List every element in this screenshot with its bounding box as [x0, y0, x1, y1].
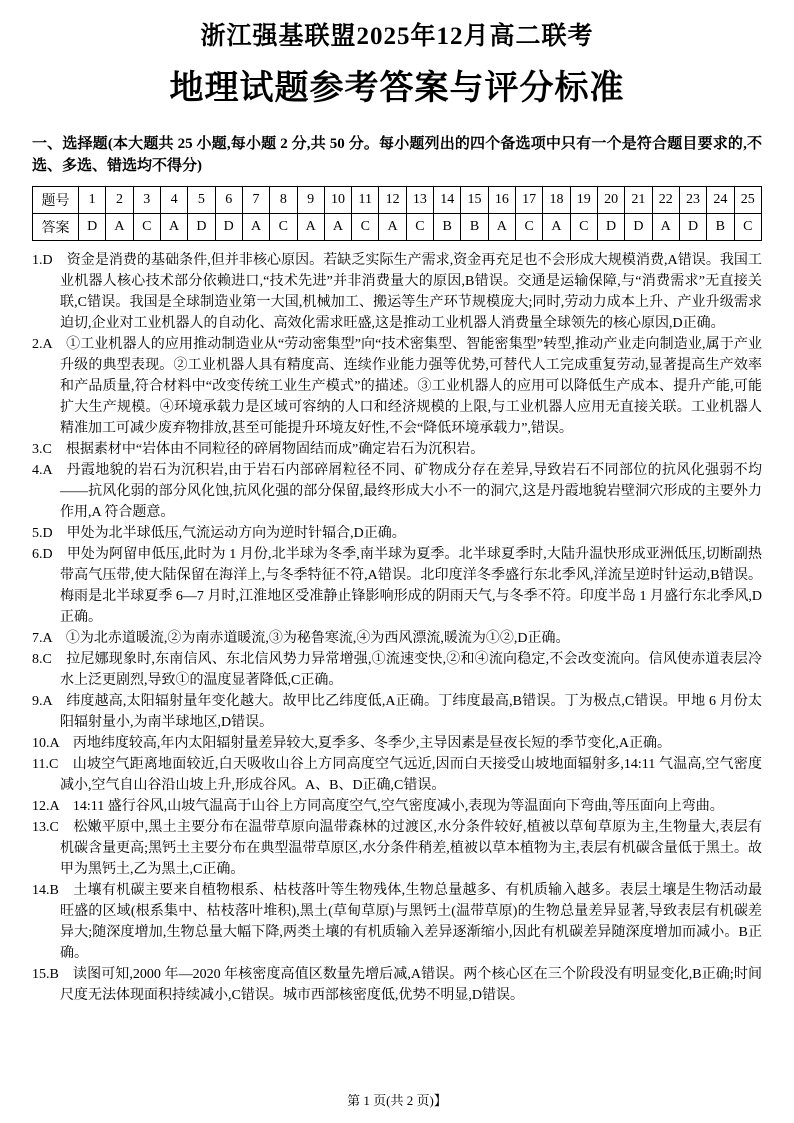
question-number-cell: 19 [570, 187, 597, 214]
answer-cell: B [461, 214, 488, 241]
answer-cell: D [79, 214, 106, 241]
question-number-row [33, 187, 762, 214]
answer-cell: A [379, 214, 406, 241]
question-number-cell: 3 [133, 187, 160, 214]
answer-cell: C [406, 214, 433, 241]
item-text: ①工业机器人的应用推动制造业从“劳动密集型”向“技术密集型、智能密集型”转型,推动产业走向制造业,属于产业升级的典型表现。②工业机器人具有精度高、连续作业能力强等优势,可替代人工完成重复劳动,显著提高生产效率和产品质量,符合材料中“改变传统工业生产模式”的描述。③工业机器人的应用可以降低生产成本、提升产能,可能扩大生产规模。④环境承载力是区域可容纳的人口和经济规模的上限,与工业机器人应用无直接关联。工业机器人精准加工可减少废弃物排放,甚至可能提升环境友好性,不会“降低环境承载力”,错误。 [60, 337, 762, 436]
item-label: 8.C [32, 652, 67, 667]
question-number-cell: 18 [543, 187, 570, 214]
item-label: 12.A [32, 799, 73, 814]
question-number-cell: 10 [324, 187, 351, 214]
answer-cell: A [324, 214, 351, 241]
item-label: 7.A [32, 631, 66, 646]
item-text: 松嫩平原中,黑土主要分布在温带草原向温带森林的过渡区,水分条件较好,植被以草甸草原为主,生物量大,表层有机碳含量更高;黑钙土主要分布在典型温带草原区,水分条件稍差,植被以草本植物为主,表层有机碳含量低于黑土。故甲为黑钙土,乙为黑土,C正确。 [60, 820, 762, 877]
explanation-item [32, 964, 762, 1006]
question-number-cell: 15 [461, 187, 488, 214]
answer-cell: C [133, 214, 160, 241]
explanation-item [32, 628, 762, 649]
item-label: 4.A [32, 463, 67, 478]
item-text: 根据素材中“岩体由不同粒径的碎屑物固结而成”确定岩石为沉积岩。 [65, 442, 485, 457]
exam-title-line2: 地理试题参考答案与评分标准 [169, 70, 625, 107]
explanation-item [32, 334, 762, 439]
question-number-cell: 14 [434, 187, 461, 214]
item-label: 2.A [32, 337, 67, 352]
explanation-item [32, 796, 762, 817]
question-number-cell: 13 [406, 187, 433, 214]
answer-cell: A [488, 214, 515, 241]
answer-cell: A [242, 214, 269, 241]
answer-cell: D [625, 214, 652, 241]
item-text: 纬度越高,太阳辐射量年变化越大。故甲比乙纬度低,A正确。丁纬度最高,B错误。丁为极点,C错误。甲地 6 月份太阳辐射量小,为南半球地区,D错误。 [60, 694, 762, 730]
explanation-item [32, 691, 762, 733]
explanation-item [32, 250, 762, 334]
item-label: 13.C [32, 820, 74, 835]
question-number-cell: 9 [297, 187, 324, 214]
answer-cell: D [597, 214, 624, 241]
answer-cell: B [434, 214, 461, 241]
explanation-item [32, 754, 762, 796]
question-number-cell: 21 [625, 187, 652, 214]
question-number-cell: 8 [270, 187, 297, 214]
question-number-cell: 4 [160, 187, 187, 214]
item-label: 15.B [32, 967, 74, 982]
explanations-list [32, 250, 762, 1006]
item-text: 甲处为北半球低压,气流运动方向为逆时针辐合,D正确。 [66, 526, 406, 541]
explanation-item [32, 733, 762, 754]
question-number-cell: 16 [488, 187, 515, 214]
item-label: 9.A [32, 694, 67, 709]
answer-cell: A [160, 214, 187, 241]
explanation-item [32, 523, 762, 544]
item-label: 14.B [32, 883, 74, 898]
item-text: 丹霞地貌的岩石为沉积岩,由于岩石内部碎屑粒径不同、矿物成分存在差异,导致岩石不同部位的抗风化强弱不均——抗风化弱的部分风化蚀,抗风化强的部分保留,最终形成大小不一的洞穴,这是丹霞地貌岩壁洞穴形成的主要外力作用,A 符合题意。 [60, 463, 762, 520]
item-text: ①为北赤道暖流,②为南赤道暖流,③为秘鲁寒流,④为西风漂流,暖流为①②,D正确。 [65, 631, 570, 646]
answer-cell: C [352, 214, 379, 241]
answer-key-table [32, 186, 762, 241]
answer-cell: B [707, 214, 734, 241]
answer-cell: C [516, 214, 543, 241]
item-label: 1.D [32, 253, 67, 268]
item-label: 10.A [32, 736, 73, 751]
question-number-cell: 2 [106, 187, 133, 214]
question-number-cell: 5 [188, 187, 215, 214]
row-label-question-number: 题号 [33, 187, 79, 214]
question-number-cell: 24 [707, 187, 734, 214]
question-number-cell: 7 [242, 187, 269, 214]
answer-cell: A [652, 214, 679, 241]
question-number-cell: 25 [734, 187, 762, 214]
explanation-item [32, 439, 762, 460]
answer-row [33, 214, 762, 241]
page-footer: 第 1 页(共 2 页)】 [347, 1093, 447, 1108]
answer-cell: A [543, 214, 570, 241]
row-label-answer: 答案 [33, 214, 79, 241]
explanation-item [32, 649, 762, 691]
question-number-cell: 20 [597, 187, 624, 214]
answer-cell: A [297, 214, 324, 241]
question-number-cell: 23 [679, 187, 706, 214]
question-number-cell: 6 [215, 187, 242, 214]
item-text: 山坡空气距离地面较近,白天吸收山谷上方同高度空气远近,因而白天接受山坡地面辐射多,14:11 气温高,空气密度减小,空气自山谷沿山坡上升,形成谷风。A、B、D正确,C错误。 [60, 757, 762, 793]
answer-cell: C [570, 214, 597, 241]
item-label: 3.C [32, 442, 66, 457]
question-number-cell: 12 [379, 187, 406, 214]
answer-cell: D [215, 214, 242, 241]
item-text: 资金是消费的基础条件,但并非核心原因。若缺乏实际生产需求,资金再充足也不会形成大规模消费,A错误。我国工业机器人核心技术部分依赖进口,“技术先进”并非消费量大的原因,B错误。交通是运输保障,与“消费需求”无直接关联,C错误。我国是全球制造业第一大国,机械加工、搬运等生产环节规模庞大;同时,劳动力成本上升、产业升级需求迫切,企业对工业机器人的自动化、高效化需求旺盛,这是推动工业机器人消费量全球领先的核心原因,D正确。 [60, 253, 762, 331]
exam-title-line1: 浙江强基联盟2025年12月高二联考 [200, 23, 594, 50]
item-text: 读图可知,2000 年—2020 年核密度高值区数量先增后减,A错误。两个核心区在三个阶段没有明显变化,B正确;时间尺度无法体现面积持续减小,C错误。城市西部核密度低,优势不明显,D错误。 [60, 967, 762, 1003]
item-label: 11.C [32, 757, 73, 772]
item-text: 14:11 盛行谷风,山坡气温高于山谷上方同高度空气,空气密度减小,表现为等温面向下弯曲,等压面向上弯曲。 [72, 799, 724, 814]
question-number-cell: 1 [79, 187, 106, 214]
item-text: 丙地纬度较高,年内太阳辐射量差异较大,夏季多、冬季少,主导因素是昼夜长短的季节变化,A正确。 [72, 736, 671, 751]
item-text: 土壤有机碳主要来自植物根系、枯枝落叶等生物残体,生物总量越多、有机质输入越多。表层土壤是生物活动最旺盛的区域(根系集中、枯枝落叶堆积),黑土(草甸草原)与黑钙土(温带草原)的生物总量差异显著,导致表层有机碳差异大;随深度增加,生物总量大幅下降,两类土壤的有机质输入差异逐渐缩小,因此有机碳差异随深度增加而减小。B正确。 [60, 883, 762, 961]
question-number-cell: 17 [516, 187, 543, 214]
answer-cell: A [106, 214, 133, 241]
explanation-item [32, 880, 762, 964]
item-label: 5.D [32, 526, 67, 541]
item-text: 甲处为阿留申低压,此时为 1 月份,北半球为冬季,南半球为夏季。北半球夏季时,大陆升温快形成亚洲低压,切断副热带高气压带,使大陆保留在海洋上,与冬季特征不符,A错误。北印度洋冬季盛行东北季风,洋流呈逆时针运动,B错误。梅雨是北半球夏季 6—7 月时,江淮地区受准静止锋影响形成的阴雨天气,与冬季不符。印度半岛 1 月盛行东北季风,D正确。 [60, 547, 762, 625]
explanation-item [32, 460, 762, 523]
answer-cell: D [679, 214, 706, 241]
answer-cell: C [270, 214, 297, 241]
item-text: 拉尼娜现象时,东南信风、东北信风势力异常增强,①流速变快,②和④流向稳定,不会改变流向。信风使赤道表层冷水上泛更剧烈,导致①的温度显著降低,C正确。 [60, 652, 763, 688]
question-number-cell: 11 [352, 187, 379, 214]
answer-cell: C [734, 214, 762, 241]
question-number-cell: 22 [652, 187, 679, 214]
item-label: 6.D [32, 547, 67, 562]
section-1-heading: 一、选择题(本大题共 25 小题,每小题 2 分,共 50 分。每小题列出的四个备选项中只有一个是符合题目要求的,不选、多选、错选均不得分) [32, 136, 762, 174]
explanation-item [32, 544, 762, 628]
explanation-item [32, 817, 762, 880]
answer-cell: D [188, 214, 215, 241]
